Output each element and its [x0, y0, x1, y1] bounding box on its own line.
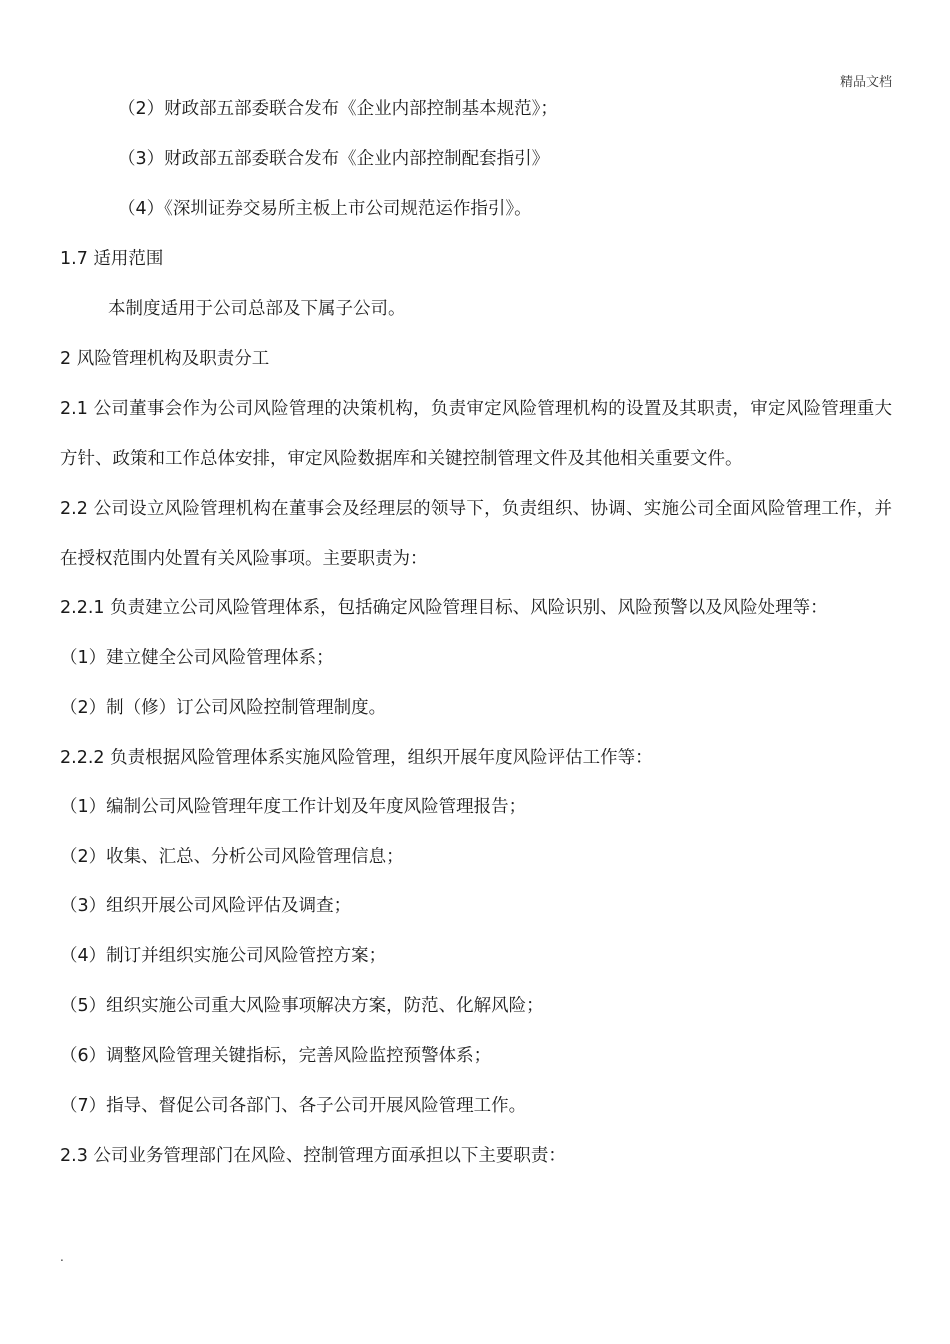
list-item-2-2-2-7: （7）指导、督促公司各部门、各子公司开展风险管理工作。	[60, 1096, 527, 1116]
list-item-2-2-1-2: （2）制（修）订公司风险控制管理制度。	[60, 698, 387, 718]
section-heading-2-2-2: 2.2.2 负责根据风险管理体系实施风险管理，组织开展年度风险评估工作等：	[60, 748, 653, 768]
section-heading-2-3: 2.3 公司业务管理部门在风险、控制管理方面承担以下主要职责：	[60, 1146, 566, 1166]
section-heading-2-2-1: 2.2.1 负责建立公司风险管理体系，包括确定风险管理目标、风险识别、风险预警以及风险处理等：	[60, 598, 828, 618]
paragraph-2-1: 2.1 公司董事会作为公司风险管理的决策机构，负责审定风险管理机构的设置及其职责，审定风险管理重大方针、政策和工作总体安排，审定风险数据库和关键控制管理文件及其他相关重要文件。	[60, 399, 892, 469]
paragraph-2-2: 2.2 公司设立风险管理机构在董事会及经理层的领导下，负责组织、协调、实施公司全面风险管理工作，并在授权范围内处置有关风险事项。主要职责为：	[60, 499, 892, 569]
basis-item-2: （2）财政部五部委联合发布《企业内部控制基本规范》；	[118, 99, 558, 119]
list-item-2-2-2-5: （5）组织实施公司重大风险事项解决方案，防范、化解风险；	[60, 996, 544, 1016]
list-item-2-2-2-6: （6）调整风险管理关键指标，完善风险监控预警体系；	[60, 1046, 492, 1066]
list-item-2-2-2-2: （2）收集、汇总、分析公司风险管理信息；	[60, 847, 404, 867]
list-item-2-2-2-4: （4）制订并组织实施公司风险管控方案；	[60, 946, 387, 966]
scope-text: 本制度适用于公司总部及下属子公司。	[108, 299, 406, 319]
list-item-2-2-1-1: （1）建立健全公司风险管理体系；	[60, 648, 334, 668]
document-header-mark: 精品文档	[839, 75, 892, 90]
list-item-2-2-2-3: （3）组织开展公司风险评估及调查；	[60, 896, 352, 916]
list-item-2-2-2-1: （1）编制公司风险管理年度工作计划及年度风险管理报告；	[60, 797, 527, 817]
basis-item-3: （3）财政部五部委联合发布《企业内部控制配套指引》	[118, 149, 550, 169]
footer-dot: .	[60, 1250, 64, 1264]
section-heading-1-7: 1.7 适用范围	[60, 249, 164, 269]
basis-item-4: （4）《深圳证券交易所主板上市公司规范运作指引》。	[118, 199, 532, 219]
section-heading-2: 2 风险管理机构及职责分工	[60, 349, 270, 369]
